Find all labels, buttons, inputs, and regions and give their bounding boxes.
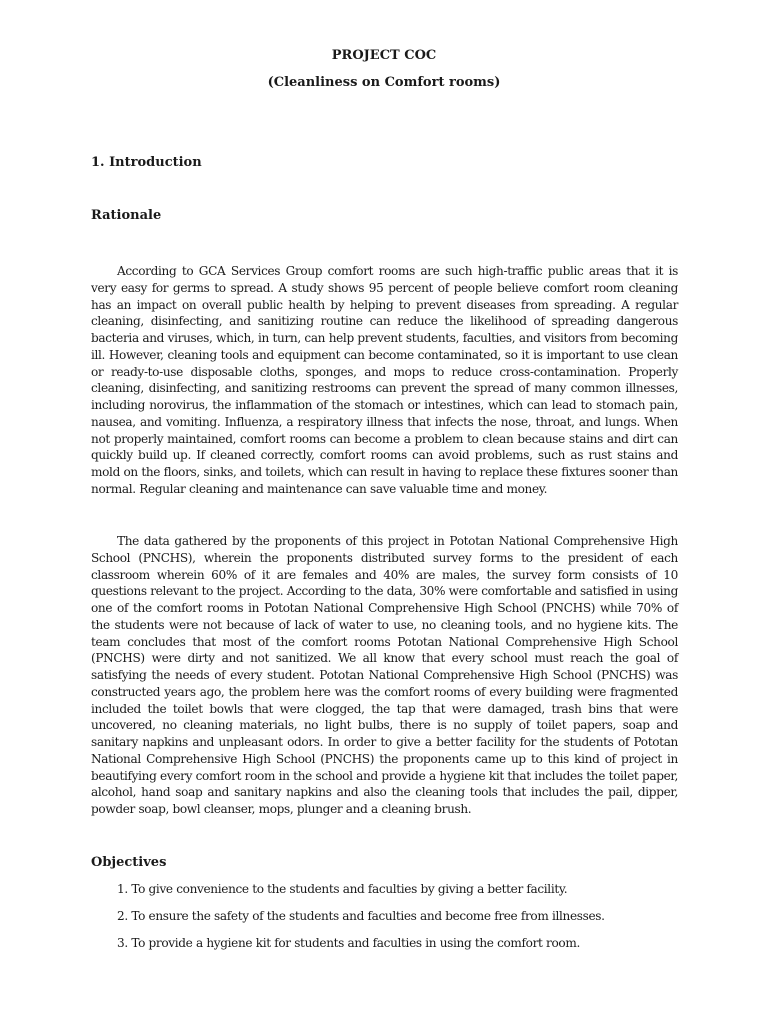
- objective-item-2: 2. To ensure the safety of the students and faculties and become free from illnesses.: [117, 909, 605, 923]
- rationale-heading: Rationale: [91, 208, 162, 223]
- document-subtitle: (Cleanliness on Comfort rooms): [267, 75, 501, 90]
- objective-item-1: 1. To give convenience to the students and faculties by giving a better facility.: [117, 882, 568, 896]
- rationale-paragraph-2: The data gathered by the proponents of this project in Pototan National Comprehensive High School (PNCHS), wherein the proponents distributed survey forms to the president of each classroom wherein 60% of it are females and 40% are males, the survey form consists of 10 questions relevant to the project. According to the data, 30% were comfortable and satisfied in using one of the comfort rooms in Pototan National Comprehensive High School (PNCHS) while 70% of the students were not because of lack of water to use, no cleaning tools, and no hygiene kits. The team concludes that most of the comfort rooms Pototan National Comprehensive High School (PNCHS) were dirty and not sanitized. We all know that every school must reach the goal of satisfying the needs of every student. Pototan National Comprehensive High School (PNCHS) was constructed years ago, the problem here was the comfort rooms of every building were fragmented included the toilet bowls that were clogged, the tap that were damaged, trash bins that were uncovered, no cleaning materials, no light bulbs, there is no supply of toilet papers, soap and sanitary napkins and unpleasant odors. In order to give a better facility for the students of Pototan National Comprehensive High School (PNCHS) the proponents came up to this kind of project in beautifying every comfort room in the school and provide a hygiene kit that includes the toilet paper, alcohol, hand soap and sanitary napkins and also the cleaning tools that includes the pail, dipper, powder soap, bowl cleanser, mops, plunger and a cleaning brush.: [91, 534, 678, 816]
- objectives-heading: Objectives: [91, 855, 167, 870]
- rationale-paragraph-1: According to GCA Services Group comfort rooms are such high-traffic public areas that it is very easy for germs to spread. A study shows 95 percent of people believe comfort room cleaning has an impact on overall public health by helping to prevent diseases from spreading. A regular cleaning, disinfecting, and sanitizing routine can reduce the likelihood of spreading dangerous bacteria and viruses, which, in turn, can help prevent students, faculties, and visitors from becoming ill. However, cleaning tools and equipment can become contaminated, so it is important to use clean or ready-to-use disposable cloths, sponges, and mops to reduce cross-contamination. Properly cleaning, disinfecting, and sanitizing restrooms can prevent the spread of many common illnesses, including norovirus, the inflammation of the stomach or intestines, which can lead to stomach pain, nausea, and vomiting. Influenza, a respiratory illness that infects the nose, throat, and lungs. When not properly maintained, comfort rooms can become a problem to clean because stains and dirt can quickly build up. If cleaned correctly, comfort rooms can avoid problems, such as rust stains and mold on the floors, sinks, and toilets, which can result in having to replace these fixtures sooner than normal. Regular cleaning and maintenance can save valuable time and money.: [91, 264, 678, 496]
- objective-item-3: 3. To provide a hygiene kit for students and faculties in using the comfort room.: [117, 936, 580, 950]
- document-title: PROJECT COC: [331, 48, 437, 63]
- section-heading-introduction: 1. Introduction: [91, 155, 202, 170]
